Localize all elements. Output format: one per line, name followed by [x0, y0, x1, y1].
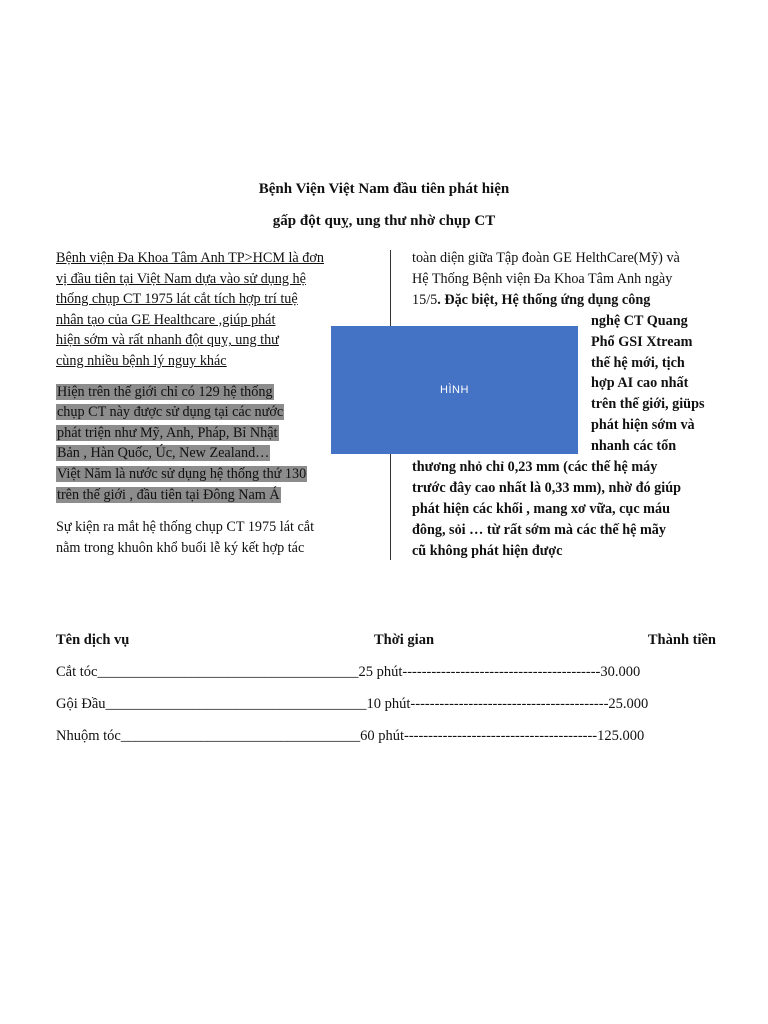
wrapped-line: nhanh các tổn	[591, 438, 677, 455]
wrapped-line: trên thế giới, giüps	[591, 396, 705, 413]
header-service-name: Tên dịch vụ	[56, 632, 130, 648]
highlight-line: chụp CT này được sử dụng tại các nước	[57, 404, 284, 421]
wrapped-line: hợp AI cao nhất	[591, 375, 689, 392]
event-line: nằm trong khuôn khổ buổi lễ ký kết hợp tác	[56, 539, 305, 556]
full-line: phát hiện các khối , mang xơ vữa, cục máu	[412, 500, 670, 517]
service-row	[56, 696, 716, 728]
event-paragraph	[56, 517, 374, 558]
intro-paragraph	[56, 248, 374, 372]
full-line: trước đây cao nhất là 0,33 mm), nhờ đó giúp	[412, 479, 681, 496]
service-header-row	[56, 632, 716, 664]
service-row-text: Gội Đầu____________________________________10 phút-----------------------------------------25.000	[56, 696, 649, 712]
wrapped-line: phát hiện sớm và	[591, 417, 695, 434]
document-title-line-2: gấp đột quỵ, ung thư nhờ chụp CT	[272, 213, 496, 229]
service-row	[56, 664, 716, 696]
intro-line: vị đầu tiên tại Việt Nam dựa vào sử dụng hệ	[56, 270, 306, 287]
event-line: Sự kiện ra mắt hệ thống chụp CT 1975 lát cắt	[56, 519, 315, 536]
highlight-line: phát triện như Mỹ, Anh, Pháp, Bỉ Nhật	[57, 424, 278, 441]
intro-line: thống chụp CT 1975 lát cắt tích hợp trí tuệ	[56, 291, 298, 308]
image-placeholder-label: HÌNH	[440, 384, 469, 396]
right-line: toàn diện giữa Tập đoàn GE HelthCare(Mỹ) và	[412, 250, 680, 266]
service-row-text: Cắt tóc____________________________________25 phút-----------------------------------------30.000	[56, 664, 641, 680]
image-placeholder[interactable]	[331, 326, 578, 454]
intro-line: hiện sớm và rất nhanh đột quỵ, ung thư	[56, 332, 279, 349]
full-line: cũ không phát hiện được	[412, 542, 563, 559]
highlighted-paragraph	[56, 382, 374, 506]
highlight-text: . Đặc biệt, Hệ thống ứng dụng công	[437, 291, 651, 308]
header-duration: Thời gian	[374, 632, 435, 648]
wrapped-line: nghệ CT Quang	[591, 312, 688, 329]
right-line: Hệ Thống Bệnh viện Đa Khoa Tâm Anh ngày	[412, 270, 673, 287]
date-text: 15/5	[412, 291, 438, 308]
intro-line: Bệnh viện Đa Khoa Tâm Anh TP>HCM là đơn	[56, 250, 324, 266]
highlight-line: trên thế giới , đầu tiên tại Đông Nam Á	[57, 486, 280, 503]
full-line: đông, sỏi … từ rất sớm mà các thế hệ mãy	[412, 521, 666, 538]
intro-line: cùng nhiều bệnh lý nguy khác	[56, 352, 227, 369]
highlight-line: Việt Năm là nước sử dụng hệ thống thứ 130	[57, 465, 307, 482]
highlight-line: Hiện trên thế giới chỉ có 129 hệ thống	[57, 383, 273, 400]
service-price-list	[56, 632, 716, 760]
service-row	[56, 728, 716, 760]
header-price: Thành tiền	[647, 632, 716, 648]
service-row-text: Nhuộm tóc_________________________________60 phút----------------------------------------125.000	[56, 728, 645, 744]
document-title-line-1: Bệnh Viện Việt Nam đầu tiên phát hiện	[258, 181, 510, 197]
right-line-mixed	[412, 290, 730, 311]
wrapped-line: thế hệ mới, tịch	[591, 354, 685, 371]
left-column	[56, 248, 374, 558]
full-line: thương nhỏ chỉ 0,23 mm (các thế hệ máy	[412, 459, 658, 476]
wrapped-line: Phổ GSI Xtream	[591, 333, 693, 350]
highlight-line: Bản , Hàn Quốc, Úc, New Zealand…	[57, 445, 270, 462]
intro-line: nhân tạo của GE Healthcare ,giúp phát	[56, 311, 276, 328]
